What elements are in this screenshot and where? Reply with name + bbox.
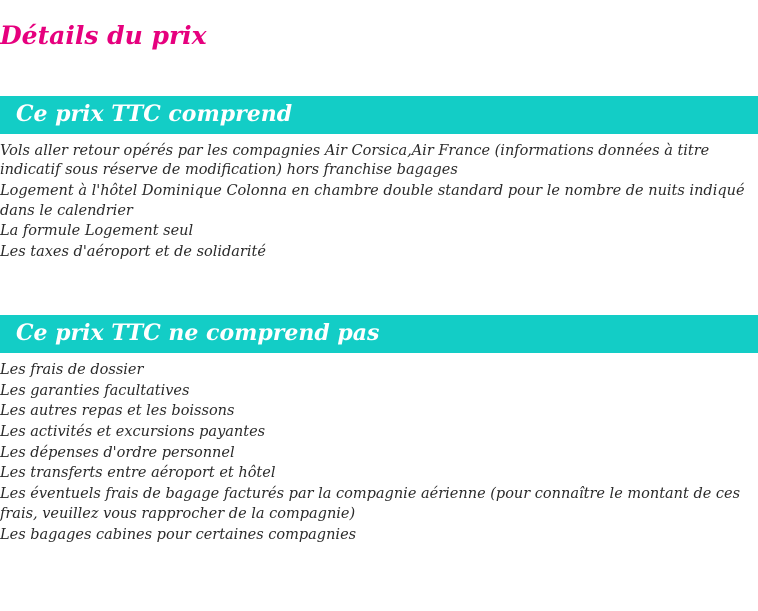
list-item: Les garanties facultatives (0, 382, 190, 399)
list-item: Les bagages cabines pour certaines compagnies (0, 526, 357, 543)
page-title: Détails du prix (0, 21, 207, 50)
list-item: Les autres repas et les boissons (0, 403, 235, 420)
list-item: Logement à l'hôtel Dominique Colonna en chambre double standard pour le nombre de nuits indiqué dans le calendrier (0, 182, 745, 219)
list-item: Les taxes d'aéroport et de solidarité (0, 244, 266, 261)
list-item: Les frais de dossier (0, 361, 144, 378)
section-included-body (0, 134, 758, 263)
list-item: Les transferts entre aéroport et hôtel (0, 465, 276, 482)
list-item: La formule Logement seul (0, 223, 194, 240)
list-item: Les éventuels frais de bagage facturés par la compagnie aérienne (pour connaître le montant de ces frais, veuillez vous rapprocher de la compagnie) (0, 486, 741, 522)
list-item: Les activités et excursions payantes (0, 423, 266, 440)
list-item: Les dépenses d'ordre personnel (0, 444, 235, 461)
section-excluded-body (0, 353, 758, 545)
section-excluded (0, 315, 758, 545)
section-included-header: Ce prix TTC comprend (0, 96, 758, 134)
list-item: Vols aller retour opérés par les compagnies Air Corsica,Air France (informations données à titre indicatif sous réserve de modification) hors franchise bagages (0, 142, 710, 179)
section-excluded-header: Ce prix TTC ne comprend pas (0, 315, 758, 353)
section-included (0, 96, 758, 263)
